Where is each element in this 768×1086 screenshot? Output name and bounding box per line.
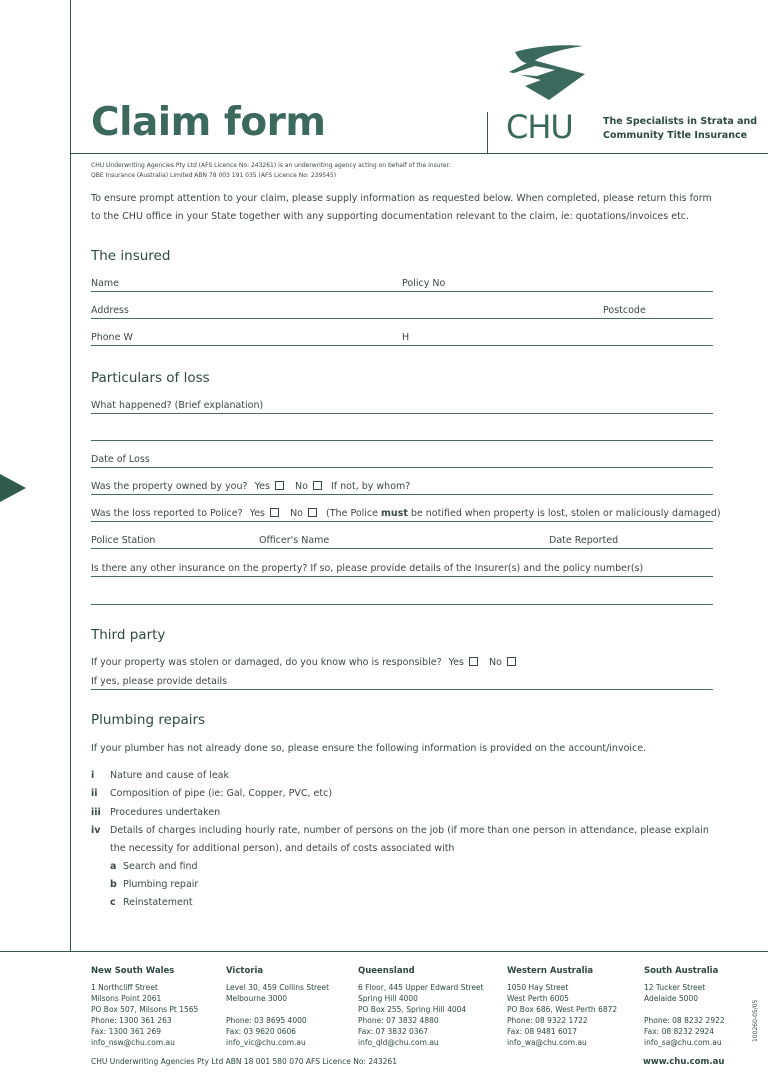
office-email[interactable]: info_vic@chu.com.au <box>226 1038 306 1047</box>
office-line: Fax: 08 9481 6017 <box>507 1027 578 1036</box>
chu-logo-swoosh-icon <box>505 44 587 102</box>
third-party-yes-label: Yes <box>448 657 464 668</box>
logo-separator <box>487 112 488 154</box>
office-state: Queensland <box>358 966 415 976</box>
list-item-number: ii <box>91 788 98 799</box>
office-line: PO Box 686, West Perth 6872 <box>507 1005 618 1014</box>
office-line: Spring Hill 4000 <box>358 994 418 1003</box>
police-note-pre: (The Police <box>326 508 382 519</box>
plumbing-intro: If your plumber has not already done so, please ensure the following information is provided on the account/invoice. <box>91 743 647 754</box>
police-note <box>326 508 721 519</box>
list-item-text: Procedures undertaken <box>110 807 221 818</box>
disclaimer-line-2: QBE Insurance (Australia) Limited ABN 78 003 191 035 (AFS Licence No: 239545) <box>91 172 337 179</box>
office-qld <box>358 966 484 1048</box>
sub-list-item <box>110 861 198 872</box>
list-item-number: i <box>91 770 95 781</box>
sub-list-item-letter: b <box>110 879 117 890</box>
section-heading-loss: Particulars of loss <box>91 370 210 386</box>
owned-row <box>91 481 410 492</box>
police-yes-label: Yes <box>249 508 265 519</box>
office-line: Milsons Point 2061 <box>91 994 162 1003</box>
office-line: Phone: 08 9322 1722 <box>507 1016 588 1025</box>
police-question: Was the loss reported to Police? <box>91 508 243 519</box>
police-note-must: must <box>381 508 408 519</box>
office-state: Western Australia <box>507 966 594 976</box>
office-state: Victoria <box>226 966 264 976</box>
office-line: 1050 Hay Street <box>507 983 569 992</box>
list-item-text: Nature and cause of leak <box>110 770 229 781</box>
other-insurance-field[interactable] <box>91 576 713 577</box>
police-yes-checkbox[interactable] <box>270 508 279 517</box>
insurer-disclaimer <box>91 161 451 181</box>
office-line: Fax: 03 9620 0606 <box>226 1027 297 1036</box>
office-email[interactable]: info_wa@chu.com.au <box>507 1038 587 1047</box>
sub-list-item-text: Search and find <box>123 861 198 872</box>
list-item-number: iv <box>91 825 101 836</box>
office-line: 12 Tucker Street <box>644 983 706 992</box>
footer-divider <box>0 951 768 952</box>
section-heading-insured: The insured <box>91 248 171 264</box>
office-line: West Perth 6005 <box>507 994 569 1003</box>
list-item <box>91 788 332 799</box>
office-line: 6 Floor, 445 Upper Edward Street <box>358 983 484 992</box>
office-vic <box>226 966 329 1048</box>
what-happened-label: What happened? (Brief explanation) <box>91 400 264 411</box>
if-not-label: If not, by whom? <box>330 481 411 492</box>
officer-name-label: Officer's Name <box>259 535 330 546</box>
office-email[interactable]: info_qld@chu.com.au <box>358 1038 439 1047</box>
address-label: Address <box>91 305 129 316</box>
owned-yes-checkbox[interactable] <box>275 481 284 490</box>
third-party-no-checkbox[interactable] <box>507 657 516 666</box>
what-happened-field[interactable] <box>91 413 713 414</box>
sub-list-item-text: Plumbing repair <box>123 879 199 890</box>
owned-no-label: No <box>294 481 308 492</box>
office-line <box>226 1004 329 1015</box>
office-state: New South Wales <box>91 966 175 976</box>
chu-logo-text: CHU <box>506 108 573 146</box>
section-heading-third-party: Third party <box>91 627 166 643</box>
tagline <box>603 115 757 143</box>
police-row <box>91 508 721 519</box>
office-line: PO Box 507, Milsons Pt 1565 <box>91 1005 199 1014</box>
policy-no-label: Policy No <box>402 278 446 289</box>
office-line: Phone: 03 8695 4000 <box>226 1016 307 1025</box>
other-insurance-field-2[interactable] <box>91 604 713 605</box>
list-item-text: Details of charges including hourly rate, number of persons on the job (if more than one person in attendance, please explain <box>110 825 709 836</box>
sub-list-item <box>110 897 193 908</box>
sub-list-item-letter: c <box>110 897 116 908</box>
list-item <box>91 825 709 836</box>
company-line: CHU Underwriting Agencies Pty Ltd ABN 18 001 580 070 AFS Licence No: 243261 <box>91 1057 397 1066</box>
phone-w-label: Phone W <box>91 332 133 343</box>
police-details-field[interactable] <box>91 548 713 549</box>
police-note-post: be notified when property is lost, stolen or maliciously damaged) <box>407 508 721 519</box>
police-no-checkbox[interactable] <box>308 508 317 517</box>
office-line: Phone: 07 3832 4880 <box>358 1016 439 1025</box>
office-line: Level 30, 459 Collins Street <box>226 983 330 992</box>
office-wa <box>507 966 617 1048</box>
police-no-label: No <box>290 508 303 519</box>
name-policy-field[interactable] <box>91 291 713 292</box>
owned-question: Was the property owned by you? <box>91 481 248 492</box>
section-heading-plumbing: Plumbing repairs <box>91 712 206 728</box>
website-link[interactable]: www.chu.com.au <box>643 1057 725 1067</box>
disclaimer-line-1: CHU Underwriting Agencies Pty Ltd (AFS Licence No: 243261) is an underwriting agency acting on behalf of the insurer: <box>91 162 451 169</box>
office-sa <box>644 966 725 1048</box>
third-party-yes-checkbox[interactable] <box>469 657 478 666</box>
date-of-loss-label: Date of Loss <box>91 454 150 465</box>
sub-list-item-letter: a <box>110 861 117 872</box>
office-line: PO Box 255, Spring Hill 4004 <box>358 1005 467 1014</box>
owned-no-checkbox[interactable] <box>313 481 322 490</box>
office-line: Adelaide 5000 <box>644 994 698 1003</box>
third-party-no-label: No <box>489 657 502 668</box>
owned-field[interactable] <box>91 494 713 495</box>
form-code: 100260-05/05 <box>752 999 759 1042</box>
sub-list-item <box>110 879 198 890</box>
office-line: Phone: 1300 361 263 <box>91 1016 172 1025</box>
office-email[interactable]: info_sa@chu.com.au <box>644 1038 722 1047</box>
phone-field[interactable] <box>91 345 713 346</box>
intro-paragraph: To ensure prompt attention to your claim, please supply information as requested below. When completed, please return this form to the CHU office in your State together with any supporting documentation relevant to the claim, ie: quotations/invoices etc. <box>91 193 712 222</box>
name-label: Name <box>91 278 120 289</box>
office-line: Melbourne 3000 <box>226 994 288 1003</box>
third-party-details-label: If yes, please provide details <box>91 676 228 687</box>
triangle-marker-icon <box>0 474 26 502</box>
police-station-label: Police Station <box>91 535 156 546</box>
third-party-row <box>91 657 518 668</box>
third-party-details-field[interactable] <box>91 689 713 690</box>
police-field[interactable] <box>91 521 713 522</box>
list-item-text: Composition of pipe (ie: Gal, Copper, PVC, etc) <box>110 788 333 799</box>
list-item <box>91 807 220 818</box>
list-item <box>91 770 229 781</box>
office-line: Fax: 08 8232 2924 <box>644 1027 715 1036</box>
date-reported-label: Date Reported <box>549 535 619 546</box>
office-state: South Australia <box>644 966 719 976</box>
office-line: Fax: 1300 361 269 <box>91 1027 162 1036</box>
tagline-line-1: The Specialists in Strata and <box>603 116 758 127</box>
owned-yes-label: Yes <box>254 481 270 492</box>
sub-list-item-text: Reinstatement <box>123 897 193 908</box>
what-happened-field-2[interactable] <box>91 440 713 441</box>
office-line: 1 Northcliff Street <box>91 983 158 992</box>
tagline-line-2: Community Title Insurance <box>603 130 748 141</box>
date-of-loss-field[interactable] <box>91 467 713 468</box>
office-nsw <box>91 966 198 1048</box>
header-divider <box>70 153 768 154</box>
phone-h-label: H <box>402 332 410 343</box>
left-frame-line <box>70 0 71 952</box>
list-item-continuation: the necessity for additional person), and details of costs associated with <box>110 843 455 854</box>
office-line: Fax: 07 3832 0367 <box>358 1027 429 1036</box>
office-line: Phone: 08 8232 2922 <box>644 1016 725 1025</box>
office-line <box>644 1004 725 1015</box>
office-email[interactable]: info_nsw@chu.com.au <box>91 1038 175 1047</box>
page-title: Claim form <box>91 100 326 145</box>
postcode-label: Postcode <box>603 305 646 316</box>
address-field[interactable] <box>91 318 713 319</box>
third-party-question: If your property was stolen or damaged, do you know who is responsible? <box>91 657 442 668</box>
other-insurance-label: Is there any other insurance on the property? If so, please provide details of the Insurer(s) and the policy number(s) <box>91 563 644 574</box>
list-item-number: iii <box>91 807 101 818</box>
